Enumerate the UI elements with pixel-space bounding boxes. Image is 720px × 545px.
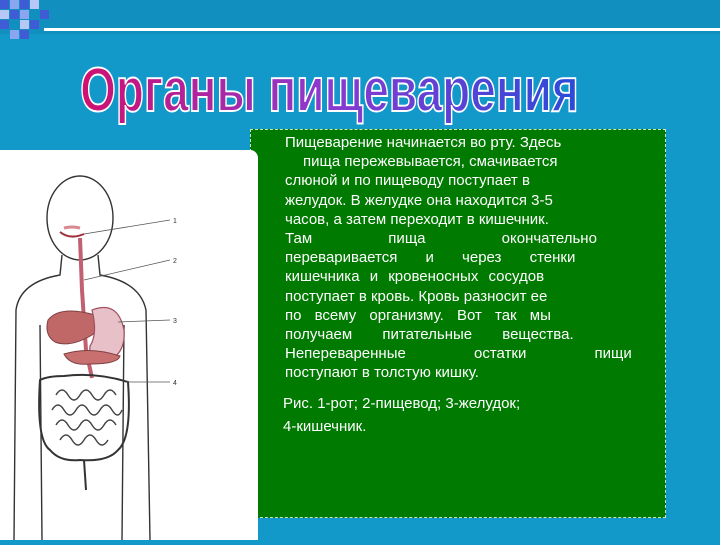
figure-caption — [283, 392, 663, 438]
text-line-4: желудок. В желудке она находится 3-5 — [285, 191, 553, 209]
digestive-system-icon — [0, 150, 258, 540]
caption-line-2: 4-кишечник. — [283, 418, 367, 435]
figure-label-1: 1 — [173, 218, 177, 225]
text-line-9: поступает в кровь. Кровь разносит ее — [285, 287, 548, 305]
text-line-3: слюной и по пищеводу поступает в — [285, 172, 530, 190]
text-line-12: Непереваренные остатки пищи — [285, 345, 632, 363]
header-rule — [44, 28, 720, 31]
digestive-system-figure — [0, 150, 258, 540]
text-line-5: часов, а затем переходит в кишечник. — [285, 210, 549, 228]
text-line-6: Там пища окончательно — [285, 230, 597, 248]
title-text: Органы пищеварения — [80, 54, 579, 125]
text-line-2: пища пережевывается, смачивается — [303, 153, 558, 171]
text-line-11: получаем питательные вещества. — [285, 326, 574, 344]
text-line-7: переваривается и через стенки — [285, 249, 576, 267]
text-line-8: кишечника и кровеносных сосудов — [285, 268, 545, 286]
text-line-1: Пищеварение начинается во рту. Здесь — [285, 134, 562, 151]
body-text — [285, 133, 655, 383]
figure-label-3: 3 — [173, 318, 177, 325]
figure-label-2: 2 — [173, 258, 177, 265]
text-line-13: поступают в толстую кишку. — [285, 364, 479, 382]
figure-label-4: 4 — [173, 380, 177, 387]
slide-title — [80, 46, 579, 136]
text-line-10: по всему организму. Вот так мы — [285, 306, 551, 324]
caption-line-1: Рис. 1-рот; 2-пищевод; 3-желудок; — [283, 395, 521, 412]
